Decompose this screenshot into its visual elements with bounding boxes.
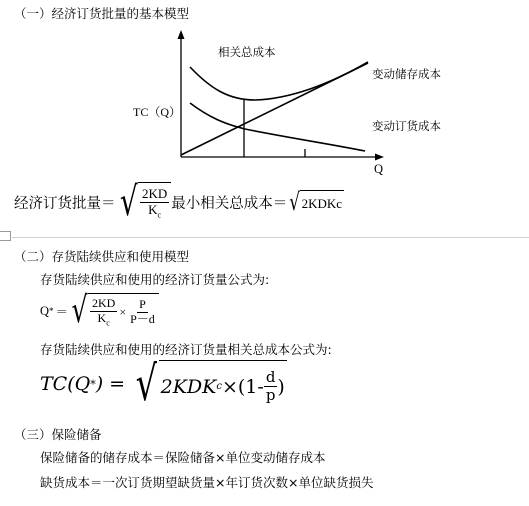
y-axis-label: TC（Q） — [133, 105, 182, 119]
q-formula — [40, 290, 159, 331]
eoq-numerator: 2KD — [142, 186, 168, 202]
tc-formula — [40, 356, 287, 412]
eoq-formula — [14, 179, 344, 225]
q-den2: P－d — [130, 312, 155, 326]
total-cost-label: 相关总成本 — [218, 45, 276, 59]
x-axis-label: Q — [374, 162, 384, 176]
q-lhs: Q — [40, 303, 50, 318]
q-eq: ＝ — [55, 304, 69, 319]
q-times: × — [119, 305, 127, 319]
section3-line2: 缺货成本＝一次订货期望缺货量×年订货次数×单位缺货损失 — [40, 475, 374, 490]
section-marker — [0, 231, 11, 241]
q-num2: P — [139, 297, 146, 312]
tc-eq: = — [109, 373, 126, 395]
tc-body-sub: c — [216, 381, 222, 392]
eoq-denominator: K — [148, 202, 158, 218]
eoq-den-sub: c — [157, 210, 162, 220]
section3-heading: （三）保险储备 — [14, 427, 102, 442]
tc-num: d — [265, 367, 276, 386]
q-radical: √ $\frac{2KD}{K_c}$ × $\frac{P}{P-d}$ — [68, 293, 159, 329]
section-divider — [12, 237, 529, 238]
y-axis-arrow — [178, 30, 185, 39]
section2-heading: （二）存货陆续供应和使用模型 — [14, 249, 190, 264]
tc-radical: √ 2KDK c ×(1- $\frac{d}{p}$ ) — [135, 356, 285, 412]
eoq-chart — [0, 0, 529, 185]
section2-line1: 存货陆续供应和使用的经济订货量公式为: — [40, 272, 270, 287]
tc-body: 2KDK — [160, 375, 217, 398]
tc-lhs: TC(Q — [40, 373, 91, 395]
tc-close-paren: ) — [277, 375, 285, 398]
x-axis-arrow — [375, 154, 384, 161]
section1-heading: （一）经济订货批量的基本模型 — [14, 6, 190, 21]
eoq-mid: 最小相关总成本＝ — [171, 195, 288, 212]
order-cost-curve — [190, 103, 365, 151]
eoq-radical: √ $\frac{2KD}{K_c}$ — [116, 182, 172, 222]
tc-times-paren: ×(1- — [221, 375, 264, 398]
tc-close: ) — [95, 373, 104, 395]
tc-star: * — [90, 377, 96, 391]
section2-line2: 存货陆续供应和使用的经济订货量相关总成本公式为: — [40, 342, 332, 357]
tc-den: p — [265, 386, 276, 404]
storage-cost-label: 变动储存成本 — [372, 67, 441, 81]
total-cost-curve — [190, 62, 368, 100]
q-star: * — [49, 306, 54, 316]
q-den1-sub: c — [106, 318, 110, 328]
order-cost-label: 变动订货成本 — [372, 119, 441, 133]
section3-line1: 保险储备的储存成本＝保险储备×单位变动储存成本 — [40, 450, 326, 465]
q-den1: K — [97, 311, 107, 326]
min-cost-radical: √ 2KDKc — [289, 188, 343, 216]
eoq-prefix: 经济订货批量＝ — [14, 195, 116, 212]
q-num1: 2KD — [92, 296, 116, 311]
min-cost-body: 2KDKc — [300, 190, 344, 214]
